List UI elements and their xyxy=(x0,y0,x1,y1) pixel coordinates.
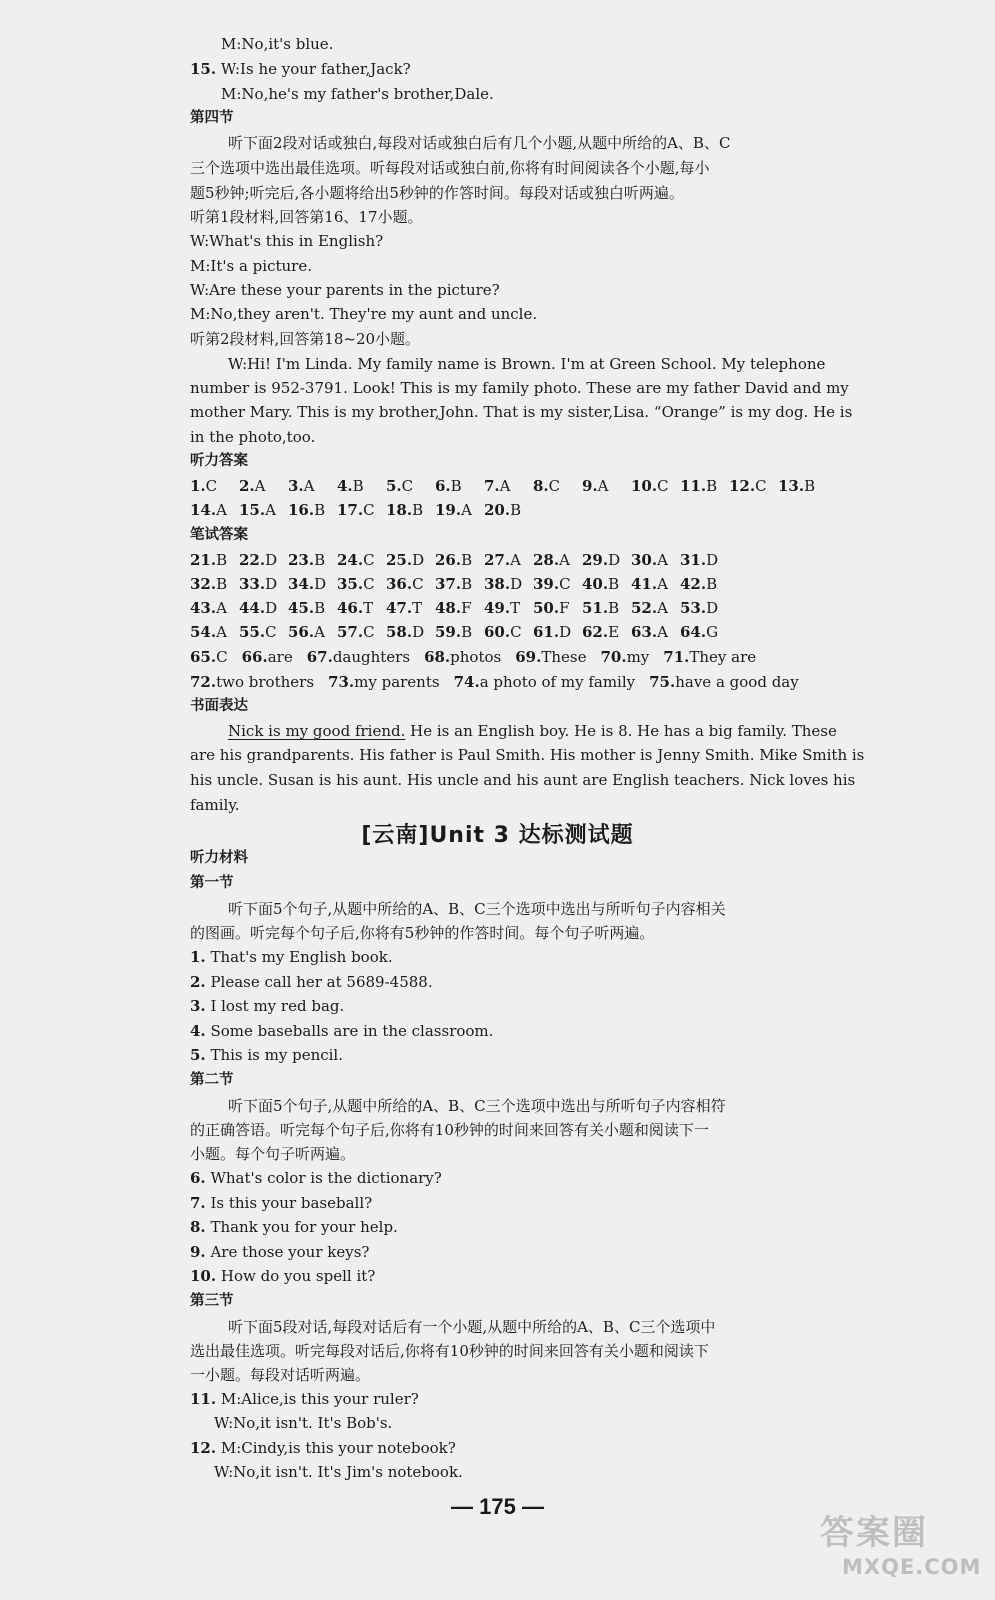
instruction-line: 的正确答语。听完每个句子后,你将有10秒钟的时间来回答有关小题和阅读下一 xyxy=(190,1121,709,1139)
answer-item: 69.These xyxy=(515,648,587,666)
answer-item: 58.D xyxy=(386,623,425,641)
question-number: 10. xyxy=(190,1267,217,1285)
answer-item: 1.C xyxy=(190,477,218,495)
answer-item: 63.A xyxy=(631,623,668,641)
question-number: 9. xyxy=(190,1242,206,1261)
question-number: 2. xyxy=(190,972,206,991)
answer-item: 34.D xyxy=(288,575,327,593)
dialog-text: W:Is he your father,Jack? xyxy=(220,60,411,78)
sentence-text: Thank you for your help. xyxy=(205,1218,398,1236)
essay-line: are his grandparents. His father is Paul Smith. His mother is Jenny Smith. Mike Smith is xyxy=(190,746,865,764)
answer-item: 35.C xyxy=(337,575,375,593)
answer-item: 2.A xyxy=(239,477,266,495)
section-heading: 笔试答案 xyxy=(190,527,248,543)
dialog-line: W:No,it isn't. It's Jim's notebook. xyxy=(214,1463,463,1481)
answer-item: 64.G xyxy=(680,623,719,641)
essay-line xyxy=(228,721,837,741)
sentence-text: Is this your baseball? xyxy=(205,1193,373,1212)
sentence-text: That's my English book. xyxy=(205,948,393,966)
essay-underlined: Nick is my good friend. xyxy=(228,722,406,740)
answer-item: 22.D xyxy=(239,551,278,569)
answer-item: 32.B xyxy=(190,575,228,593)
question-number: 12. xyxy=(190,1439,217,1457)
material-intro: 听第2段材料,回答第18~20小题。 xyxy=(190,330,421,348)
answer-item: 24.C xyxy=(337,551,375,569)
answer-item: 33.D xyxy=(239,575,278,593)
answer-item: 26.B xyxy=(435,551,473,569)
answer-row xyxy=(190,672,813,692)
page-number: — 175 — xyxy=(451,1494,544,1519)
answer-row xyxy=(190,550,729,570)
monologue-line: number is 952-3791. Look! This is my family photo. These are my father David and my xyxy=(190,379,849,397)
material-intro: 听第1段材料,回答第16、17小题。 xyxy=(190,208,423,226)
answer-item: 11.B xyxy=(680,477,718,495)
answer-item: 46.T xyxy=(337,599,374,617)
answer-row xyxy=(190,598,729,618)
dialog-line: W:Are these your parents in the picture? xyxy=(190,281,500,299)
answer-item: 72.two brothers xyxy=(190,673,315,691)
monologue-line: in the photo,too. xyxy=(190,428,316,446)
answer-item: 62.E xyxy=(582,623,620,641)
answer-row xyxy=(190,622,729,642)
numbered-sentence xyxy=(190,1021,493,1041)
answer-item: 12.C xyxy=(729,477,767,495)
dialog-line: M:No,they aren't. They're my aunt and uncle. xyxy=(190,305,538,323)
sentence-text: How do you spell it? xyxy=(216,1267,376,1285)
question-number: 11. xyxy=(190,1390,217,1408)
answer-item: 50.F xyxy=(533,599,570,617)
dialog-line: M:It's a picture. xyxy=(190,257,312,275)
answer-item: 36.C xyxy=(386,575,424,593)
dialog-line xyxy=(190,1389,419,1409)
answer-item: 68.photos xyxy=(424,648,502,666)
section-heading: 第三节 xyxy=(190,1293,234,1309)
instruction-line: 题5秒钟;听完后,各小题将给出5秒钟的作答时间。每段对话或独白听两遍。 xyxy=(190,184,684,202)
answer-item: 61.D xyxy=(533,623,572,641)
sentence-text: Some baseballs are in the classroom. xyxy=(205,1021,494,1040)
answer-item: 23.B xyxy=(288,551,326,569)
answer-item: 37.B xyxy=(435,575,473,593)
answer-item: 51.B xyxy=(582,599,620,617)
answer-item: 75.have a good day xyxy=(649,673,799,691)
answer-item: 15.A xyxy=(239,501,276,519)
answer-item: 73.my parents xyxy=(328,673,440,691)
sentence-text: What's color is the dictionary? xyxy=(205,1169,442,1187)
section-heading: 书面表达 xyxy=(190,698,248,714)
answer-item: 3.A xyxy=(288,477,315,495)
answer-item: 45.B xyxy=(288,599,326,617)
question-number: 8. xyxy=(190,1218,206,1236)
answer-item: 56.A xyxy=(288,623,325,641)
answer-item: 47.T xyxy=(386,599,423,617)
answer-row xyxy=(190,574,729,594)
dialog-line xyxy=(190,1438,456,1458)
watermark-text: 答案圈 xyxy=(820,1513,928,1553)
answer-row xyxy=(190,500,533,520)
sentence-text: Please call her at 5689-4588. xyxy=(205,972,433,991)
answer-item: 40.B xyxy=(582,575,620,593)
instruction-line: 小题。每个句子听两遍。 xyxy=(190,1145,356,1163)
answer-item: 5.C xyxy=(386,477,414,495)
instruction-line: 听下面5个句子,从题中所给的A、B、C三个选项中选出与所听句子内容相符 xyxy=(228,1097,726,1115)
answer-item: 67.daughters xyxy=(306,648,411,666)
section-heading: 第四节 xyxy=(190,110,234,126)
answer-item: 6.B xyxy=(435,477,462,495)
answer-item: 44.D xyxy=(239,599,278,617)
monologue-line: mother Mary. This is my brother,John. That is my sister,Lisa. “Orange” is my dog. He is xyxy=(190,403,853,421)
watermark-url: MXQE.COM xyxy=(842,1555,982,1579)
numbered-sentence xyxy=(190,947,393,967)
instruction-line: 的图画。听完每个句子后,你将有5秒钟的作答时间。每个句子听两遍。 xyxy=(190,924,655,942)
numbered-sentence xyxy=(190,1045,343,1065)
answer-item: 42.B xyxy=(680,575,718,593)
dialog-line: M:No,it's blue. xyxy=(221,35,334,53)
monologue-line: W:Hi! I'm Linda. My family name is Brown. I'm at Green School. My telephone xyxy=(228,355,826,373)
numbered-sentence xyxy=(190,1242,369,1262)
section-heading: 听力材料 xyxy=(190,850,248,866)
answer-row xyxy=(190,647,770,667)
answer-item: 8.C xyxy=(533,477,561,495)
answer-item: 38.D xyxy=(484,575,523,593)
answer-item: 27.A xyxy=(484,551,521,569)
numbered-sentence xyxy=(190,972,433,992)
answer-item: 39.C xyxy=(533,575,571,593)
answer-row xyxy=(190,476,827,496)
answer-item: 66.are xyxy=(241,648,293,666)
answer-item: 4.B xyxy=(337,477,364,495)
dialog-line xyxy=(190,59,411,79)
answer-item: 21.B xyxy=(190,551,228,569)
unit-title: [云南]Unit 3 达标测试题 xyxy=(361,823,634,848)
section-heading: 听力答案 xyxy=(190,453,248,469)
sentence-text: Are those your keys? xyxy=(205,1242,370,1261)
answer-item: 53.D xyxy=(680,599,719,617)
answer-item: 7.A xyxy=(484,477,511,495)
answer-item: 25.D xyxy=(386,551,425,569)
section-heading: 第一节 xyxy=(190,875,234,891)
section-heading: 第二节 xyxy=(190,1072,234,1088)
answer-item: 28.A xyxy=(533,551,570,569)
sentence-text: This is my pencil. xyxy=(205,1046,344,1064)
answer-item: 71.They are xyxy=(663,648,757,666)
answer-item: 19.A xyxy=(435,501,472,519)
answer-item: 9.A xyxy=(582,477,609,495)
answer-item: 18.B xyxy=(386,501,424,519)
answer-item: 43.A xyxy=(190,599,227,617)
numbered-sentence xyxy=(190,996,344,1016)
numbered-sentence xyxy=(190,1217,398,1237)
answer-item: 55.C xyxy=(239,623,277,641)
answer-item: 41.A xyxy=(631,575,668,593)
numbered-sentence xyxy=(190,1168,442,1188)
answer-item: 29.D xyxy=(582,551,621,569)
answer-item: 30.A xyxy=(631,551,668,569)
numbered-sentence xyxy=(190,1266,375,1286)
dialog-text: M:Alice,is this your ruler? xyxy=(220,1390,419,1408)
instruction-line: 三个选项中选出最佳选项。听每段对话或独白前,你将有时间阅读各个小题,每小 xyxy=(190,159,710,177)
dialog-text: M:Cindy,is this your notebook? xyxy=(220,1439,456,1457)
answer-item: 59.B xyxy=(435,623,473,641)
answer-item: 13.B xyxy=(778,477,816,495)
watermark-logo xyxy=(820,1505,980,1590)
answer-item: 16.B xyxy=(288,501,326,519)
answer-item: 49.T xyxy=(484,599,521,617)
question-number: 4. xyxy=(190,1021,206,1040)
essay-line: family. xyxy=(190,796,240,814)
answer-item: 10.C xyxy=(631,477,669,495)
question-number: 1. xyxy=(190,948,206,966)
instruction-line: 听下面2段对话或独白,每段对话或独白后有几个小题,从题中所给的A、B、C xyxy=(228,134,731,152)
instruction-line: 一小题。每段对话听两遍。 xyxy=(190,1366,371,1384)
answer-item: 54.A xyxy=(190,623,227,641)
question-number: 6. xyxy=(190,1169,206,1187)
question-number: 3. xyxy=(190,997,206,1015)
essay-line: his uncle. Susan is his aunt. His uncle and his aunt are English teachers. Nick loves his xyxy=(190,771,856,789)
answer-item: 57.C xyxy=(337,623,375,641)
dialog-line: W:No,it isn't. It's Bob's. xyxy=(214,1414,393,1432)
numbered-sentence xyxy=(190,1193,372,1213)
answer-item: 48.F xyxy=(435,599,472,617)
instruction-line: 听下面5段对话,每段对话后有一个小题,从题中所给的A、B、C三个选项中 xyxy=(228,1318,716,1336)
answer-item: 20.B xyxy=(484,501,522,519)
dialog-line: W:What's this in English? xyxy=(190,232,384,250)
question-number: 15. xyxy=(190,60,217,78)
question-number: 5. xyxy=(190,1046,206,1064)
answer-item: 31.D xyxy=(680,551,719,569)
sentence-text: I lost my red bag. xyxy=(205,997,345,1015)
essay-text: He is an English boy. He is 8. He has a big family. These xyxy=(405,722,837,740)
dialog-line: M:No,he's my father's brother,Dale. xyxy=(221,85,494,103)
question-number: 7. xyxy=(190,1193,206,1212)
answer-item: 65.C xyxy=(190,648,228,666)
answer-item: 70.my xyxy=(600,648,650,666)
answer-item: 60.C xyxy=(484,623,522,641)
answer-item: 52.A xyxy=(631,599,668,617)
instruction-line: 听下面5个句子,从题中所给的A、B、C三个选项中选出与所听句子内容相关 xyxy=(228,900,726,918)
answer-item: 14.A xyxy=(190,501,227,519)
answer-item: 17.C xyxy=(337,501,375,519)
instruction-line: 选出最佳选项。听完每段对话后,你将有10秒钟的时间来回答有关小题和阅读下 xyxy=(190,1342,709,1360)
answer-item: 74.a photo of my family xyxy=(453,673,636,691)
